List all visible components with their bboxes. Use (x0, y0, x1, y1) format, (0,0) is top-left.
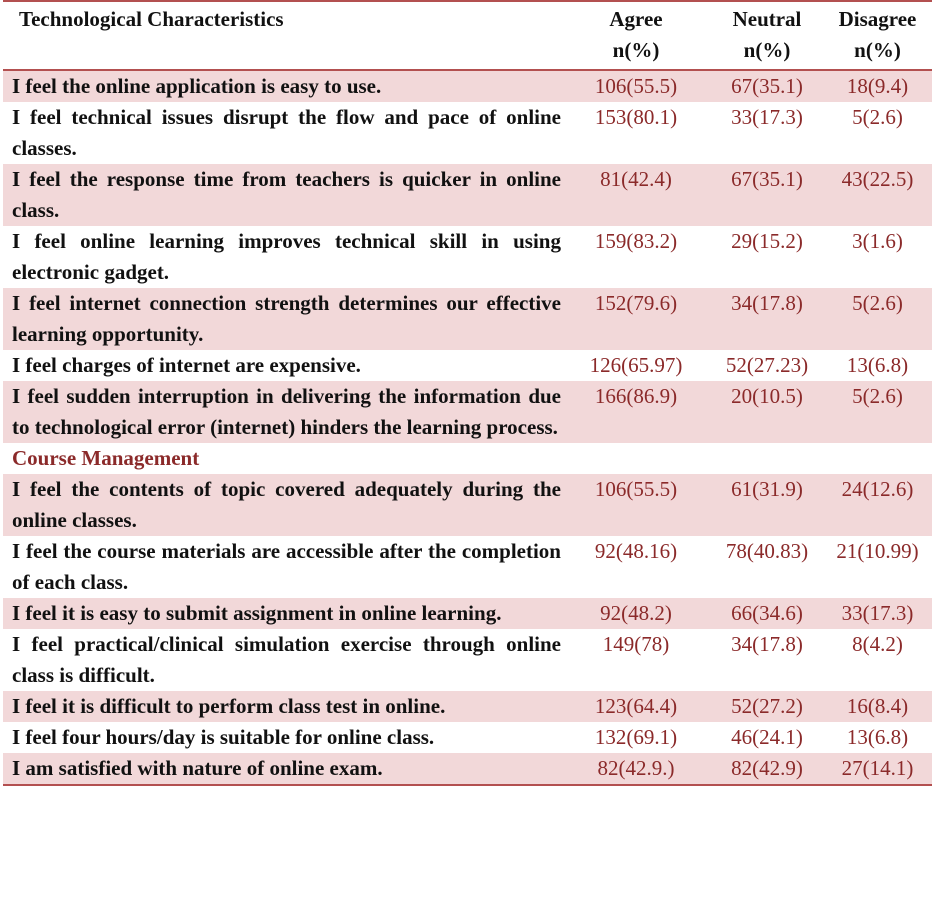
header-agree-unit: n(%) (612, 38, 660, 62)
agree-cell: 166(86.9) (561, 381, 711, 443)
header-neutral (711, 1, 823, 70)
agree-cell: 106(55.5) (561, 70, 711, 102)
statement-cell: I feel technical issues disrupt the flow and pace of online classes. (12, 105, 561, 160)
agree-cell: 153(80.1) (594, 105, 678, 129)
disagree-cell: 24(12.6) (823, 474, 932, 536)
neutral-cell: 66(34.6) (711, 598, 823, 629)
neutral-cell: 52(27.2) (711, 691, 823, 722)
table-row (3, 70, 932, 102)
disagree-cell: 18(9.4) (823, 70, 932, 102)
agree-cell: 92(48.16) (594, 539, 678, 563)
header-neutral-label: Neutral (732, 7, 802, 31)
agree-cell: 159(83.2) (594, 229, 678, 253)
statement-cell: I feel the contents of topic covered adequately during the online classes. (3, 474, 561, 536)
disagree-cell: 5(2.6) (823, 381, 932, 443)
statement-cell: I feel the course materials are accessible after the completion of each class. (12, 539, 561, 594)
agree-cell: 123(64.4) (561, 691, 711, 722)
statement-cell: I feel charges of internet are expensive. (12, 353, 361, 377)
disagree-cell: 33(17.3) (823, 598, 932, 629)
neutral-cell: 29(15.2) (731, 229, 803, 253)
agree-cell: 81(42.4) (561, 164, 711, 226)
statement-cell: I feel online learning improves technical skill in using electronic gadget. (12, 229, 561, 284)
table-header-row (3, 1, 932, 70)
neutral-cell: 34(17.8) (731, 632, 803, 656)
survey-table (3, 0, 932, 786)
neutral-cell: 78(40.83) (725, 539, 809, 563)
table-row (3, 691, 932, 722)
disagree-cell: 16(8.4) (823, 691, 932, 722)
disagree-cell: 43(22.5) (823, 164, 932, 226)
table-row (3, 629, 932, 691)
neutral-cell: 20(10.5) (711, 381, 823, 443)
neutral-cell: 67(35.1) (711, 164, 823, 226)
disagree-cell: 27(14.1) (823, 753, 932, 785)
header-disagree-unit: n(%) (854, 38, 901, 62)
header-agree (561, 1, 711, 70)
table-row (3, 381, 932, 443)
statement-cell: I feel the response time from teachers is quicker in online class. (3, 164, 561, 226)
statement-cell: I feel it is difficult to perform class test in online. (3, 691, 561, 722)
disagree-cell: 5(2.6) (823, 288, 932, 350)
disagree-cell: 8(4.2) (852, 632, 903, 656)
header-technological-characteristics: Technological Characteristics (19, 7, 284, 31)
section-row (3, 443, 932, 474)
header-disagree (823, 1, 932, 70)
disagree-cell: 13(6.8) (846, 353, 909, 377)
header-agree-label: Agree (609, 7, 663, 31)
statement-cell: I feel the online application is easy to use. (3, 70, 561, 102)
table-row (3, 102, 932, 164)
agree-cell: 149(78) (602, 632, 670, 656)
disagree-cell: 5(2.6) (852, 105, 903, 129)
table-row (3, 226, 932, 288)
table-row (3, 474, 932, 536)
agree-cell: 106(55.5) (561, 474, 711, 536)
neutral-cell: 82(42.9) (711, 753, 823, 785)
neutral-cell: 61(31.9) (711, 474, 823, 536)
statement-cell: I feel practical/clinical simulation exercise through online class is difficult. (12, 632, 561, 687)
agree-cell: 82(42.9.) (561, 753, 711, 785)
agree-cell: 152(79.6) (561, 288, 711, 350)
agree-cell: 132(69.1) (594, 725, 678, 749)
section-title-course-management: Course Management (12, 446, 200, 470)
statement-cell: I feel four hours/day is suitable for online class. (12, 725, 435, 749)
neutral-cell: 46(24.1) (731, 725, 803, 749)
neutral-cell: 33(17.3) (731, 105, 803, 129)
header-neutral-unit: n(%) (743, 38, 791, 62)
table-row (3, 753, 932, 785)
table-row (3, 164, 932, 226)
disagree-cell: 13(6.8) (846, 725, 909, 749)
statement-cell: I feel internet connection strength determines our effective learning opportunity. (3, 288, 561, 350)
survey-table-container (3, 0, 932, 786)
statement-cell: I feel it is easy to submit assignment in online learning. (3, 598, 561, 629)
statement-cell: I am satisfied with nature of online exam. (3, 753, 561, 785)
table-row (3, 722, 932, 753)
agree-cell: 92(48.2) (561, 598, 711, 629)
table-row (3, 288, 932, 350)
agree-cell: 126(65.97) (589, 353, 683, 377)
disagree-cell: 21(10.99) (836, 539, 919, 563)
header-disagree-label: Disagree (838, 7, 917, 31)
table-row (3, 536, 932, 598)
statement-cell: I feel sudden interruption in delivering the information due to technological error (internet) hinders the learning process. (3, 381, 561, 443)
neutral-cell: 34(17.8) (711, 288, 823, 350)
neutral-cell: 67(35.1) (711, 70, 823, 102)
table-row (3, 350, 932, 381)
table-row (3, 598, 932, 629)
neutral-cell: 52(27.23) (725, 353, 809, 377)
disagree-cell: 3(1.6) (852, 229, 903, 253)
